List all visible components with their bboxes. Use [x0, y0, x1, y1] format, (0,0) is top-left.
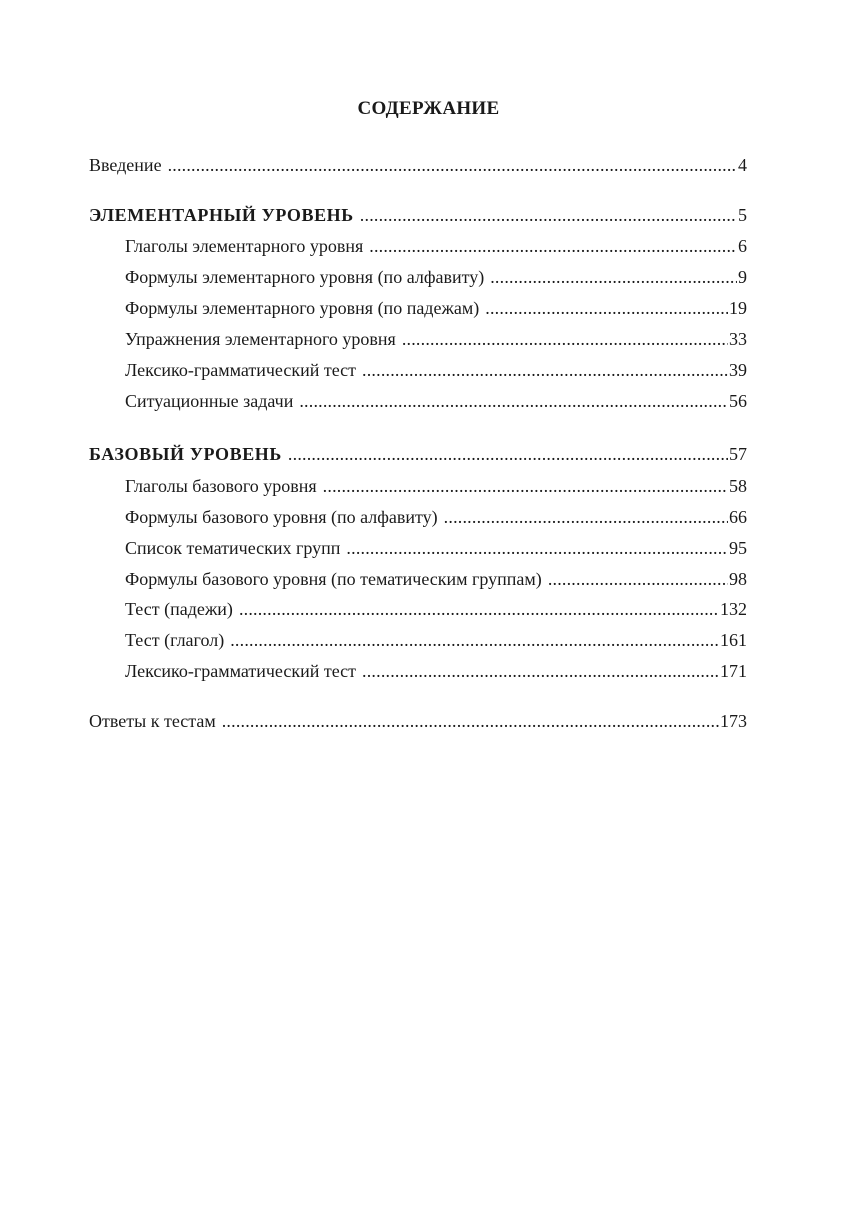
toc-page-number: 171 [720, 661, 747, 681]
toc-page-number: 33 [729, 329, 747, 349]
toc-section-label: БАЗОВЫЙ УРОВЕНЬ [89, 444, 282, 464]
toc-entry-label: Формулы элементарного уровня (по падежам) [125, 298, 480, 318]
toc-section-elementary [89, 204, 747, 226]
toc-page-number: 95 [729, 538, 747, 558]
dot-leader [369, 235, 737, 257]
toc-page-number: 5 [738, 205, 747, 225]
toc-section-basic [89, 443, 747, 465]
dot-leader [346, 537, 728, 559]
toc-entry-label: Лексико-грамматический тест [125, 661, 357, 681]
toc-entry [125, 629, 747, 651]
toc-page-number: 57 [729, 444, 747, 464]
dot-leader [168, 154, 737, 176]
page-title: СОДЕРЖАНИЕ [357, 98, 500, 119]
dot-leader [485, 297, 728, 319]
toc-page-number: 98 [729, 569, 747, 589]
toc-page-number: 66 [729, 507, 747, 527]
toc-entry-label: Формулы элементарного уровня (по алфавиту) [125, 267, 485, 287]
toc-entry-label: Глаголы элементарного уровня [125, 236, 364, 256]
toc-entry [125, 537, 747, 559]
toc-entry-label: Упражнения элементарного уровня [125, 329, 396, 349]
toc-entry-label: Список тематических групп [125, 538, 341, 558]
toc-page-number: 132 [720, 599, 747, 619]
toc-entry [125, 297, 747, 319]
toc-page-number: 19 [729, 298, 747, 318]
toc-page-number: 9 [738, 267, 747, 287]
toc-section-label: ЭЛЕМЕНТАРНЫЙ УРОВЕНЬ [89, 205, 354, 225]
toc-entry-label: Лексико-грамматический тест [125, 360, 357, 380]
toc-entry [125, 506, 747, 528]
dot-leader [362, 660, 719, 682]
dot-leader [402, 328, 728, 350]
toc-page-number: 58 [729, 476, 747, 496]
dot-leader [230, 629, 719, 651]
dot-leader [362, 359, 728, 381]
toc-entry-answers [89, 710, 747, 732]
dot-leader [360, 204, 737, 226]
toc-entry [125, 328, 747, 350]
dot-leader [490, 266, 737, 288]
dot-leader [444, 506, 728, 528]
toc-entry [125, 568, 747, 590]
toc-entry-label: Ситуационные задачи [125, 391, 294, 411]
toc-entry-label: Формулы базового уровня (по тематическим группам) [125, 569, 542, 589]
toc-entry-label: Глаголы базового уровня [125, 476, 317, 496]
toc-entry [125, 266, 747, 288]
toc-page-number: 6 [738, 236, 747, 256]
toc-entry [125, 598, 747, 620]
toc-page-number: 173 [720, 711, 747, 731]
toc-entry-label: Формулы базового уровня (по алфавиту) [125, 507, 438, 527]
toc-entry-label: Тест (глагол) [125, 630, 225, 650]
toc-entry-label: Тест (падежи) [125, 599, 233, 619]
dot-leader [548, 568, 728, 590]
toc-entry [125, 359, 747, 381]
toc-entry-introduction [89, 154, 747, 176]
toc-entry-label: Ответы к тестам [89, 711, 216, 731]
dot-leader [239, 598, 719, 620]
toc-page-number: 4 [738, 155, 747, 175]
toc-entry [125, 235, 747, 257]
toc-entry-label: Введение [89, 155, 162, 175]
dot-leader [323, 475, 728, 497]
toc-page-number: 39 [729, 360, 747, 380]
dot-leader [222, 710, 719, 732]
dot-leader [299, 390, 728, 412]
toc-entry [125, 475, 747, 497]
toc-page-number: 56 [729, 391, 747, 411]
toc-entry [125, 390, 747, 412]
toc-entry [125, 660, 747, 682]
dot-leader [288, 443, 728, 465]
toc-page-number: 161 [720, 630, 747, 650]
